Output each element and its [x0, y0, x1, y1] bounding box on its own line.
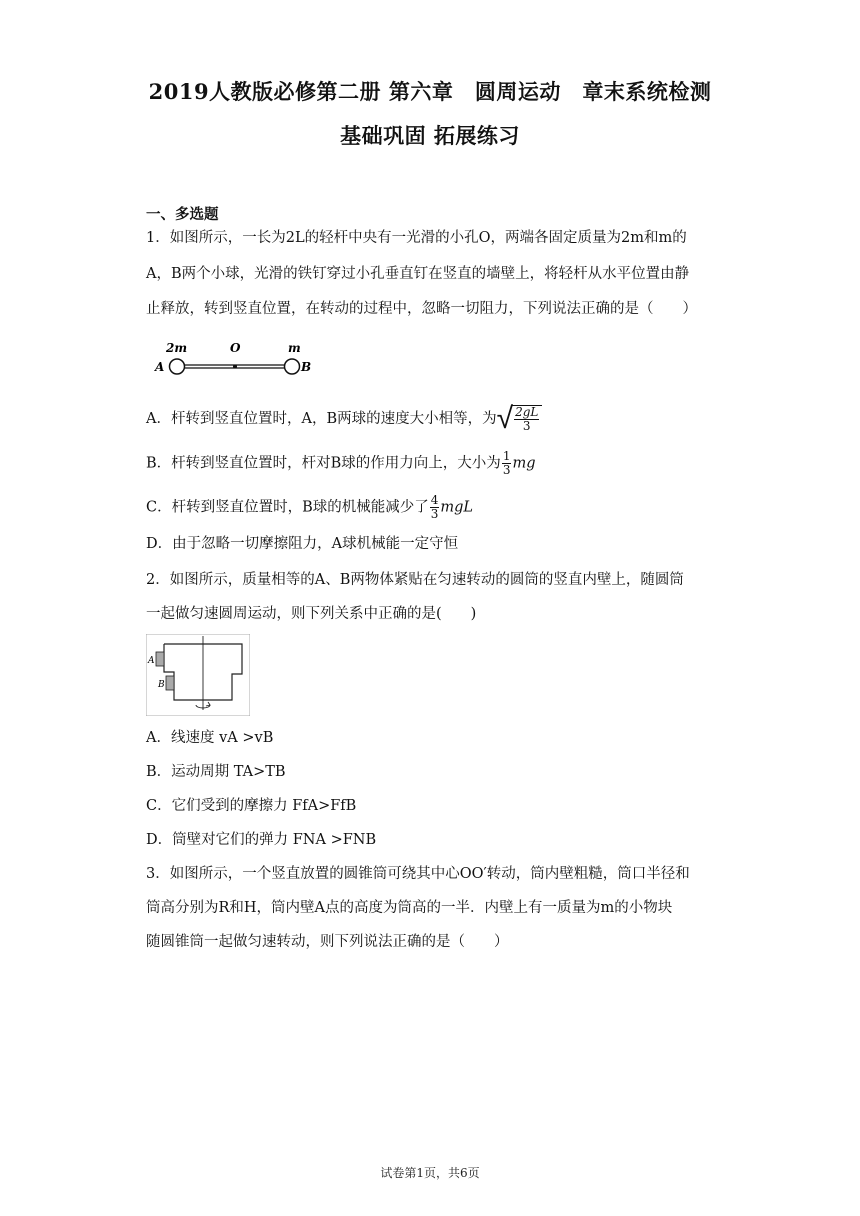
page-footer: 试卷第1页，共6页	[380, 1166, 480, 1180]
q1-ball-b	[285, 359, 300, 374]
q1-ball-a	[170, 359, 185, 374]
q1-option-b-num: 1	[502, 449, 511, 463]
sqrt-expression: √ $\frac{2gL}{3}$	[497, 404, 543, 434]
q1-option-b-tail: mg	[512, 455, 536, 472]
q1-option-c-tail: mgL	[440, 499, 474, 516]
q1-stem-line2: A，B两个小球，光滑的铁钉穿过小孔垂直钉在竖直的墙壁上，将轻杆从水平位置由静	[146, 266, 690, 282]
q2-stem-line1: 2．如图所示，质量相等的A、B两物体紧贴在匀速转动的圆筒的竖直内壁上，随圆筒	[146, 572, 684, 588]
q1-stem-line3: 止释放，转到竖直位置，在转动的过程中，忽略一切阻力，下列说法正确的是（ ）	[146, 301, 697, 317]
q1-option-b-text: B．杆转到竖直位置时，杆对B球的作用力向上，大小为	[146, 455, 501, 472]
q2-option-b: B．运动周期 TA>TB	[146, 764, 286, 780]
section-heading: 一、多选题	[146, 206, 219, 223]
q2-option-a: A．线速度 vA >vB	[146, 730, 274, 746]
q1-option-c-text: C．杆转到竖直位置时，B球的机械能减少了	[146, 499, 429, 516]
q1-option-a-num: 2gL	[515, 405, 539, 419]
q3-stem-line1: 3．如图所示，一个竖直放置的圆锥筒可绕其中心OO′转动，筒内壁粗糙，筒口半径和	[146, 866, 690, 882]
q1-fig-label-m: m	[288, 341, 301, 355]
q2-block-a	[156, 652, 164, 666]
q1-option-a-text: A．杆转到竖直位置时，A，B两球的速度大小相等，为	[146, 411, 497, 427]
q1-option-d: D．由于忽略一切摩擦阻力，A球机械能一定守恒	[146, 536, 459, 552]
q1-fig-label-b: B	[301, 360, 312, 374]
q2-option-c: C．它们受到的摩擦力 FfA>FfB	[146, 798, 357, 814]
q2-option-d: D．筒壁对它们的弹力 FNA >FNB	[146, 832, 377, 848]
q1-option-b-den: 3	[502, 463, 511, 477]
q1-stem-line1: 1．如图所示，一长为2L的轻杆中央有一光滑的小孔O，两端各固定质量为2m和m的	[146, 230, 687, 246]
q1-option-c-den: 3	[430, 507, 439, 521]
q2-block-b	[166, 676, 174, 690]
q1-option-b	[146, 450, 536, 477]
q1-option-c-num: 4	[430, 493, 439, 507]
page-title: 2019人教版必修第二册 第六章 圆周运动 章末系统检测	[148, 79, 712, 104]
q2-stem-line2: 一起做匀速圆周运动，则下列关系中正确的是( )	[146, 606, 477, 622]
q1-fig-label-o: O	[230, 341, 241, 355]
q1-fig-label-2m: 2m	[166, 341, 188, 355]
q1-option-a-den: 3	[522, 419, 531, 433]
q3-stem-line3: 随圆锥筒一起做匀速转动，则下列说法正确的是（ ）	[146, 934, 509, 950]
q1-fig-label-a: A	[155, 360, 165, 374]
q3-stem-line2: 筒高分别为R和H，筒内壁A点的高度为筒高的一半．内壁上有一质量为m的小物块	[146, 900, 673, 916]
q1-rod-figure	[150, 336, 320, 382]
q2-fig-label-b: B	[158, 680, 165, 690]
q2-cylinder-figure	[146, 634, 250, 716]
q1-pivot-o	[233, 365, 237, 369]
q2-fig-label-a: A	[148, 656, 155, 666]
page-subtitle: 基础巩固 拓展练习	[340, 123, 520, 148]
q1-option-a	[146, 401, 542, 436]
q1-option-c	[146, 494, 473, 521]
